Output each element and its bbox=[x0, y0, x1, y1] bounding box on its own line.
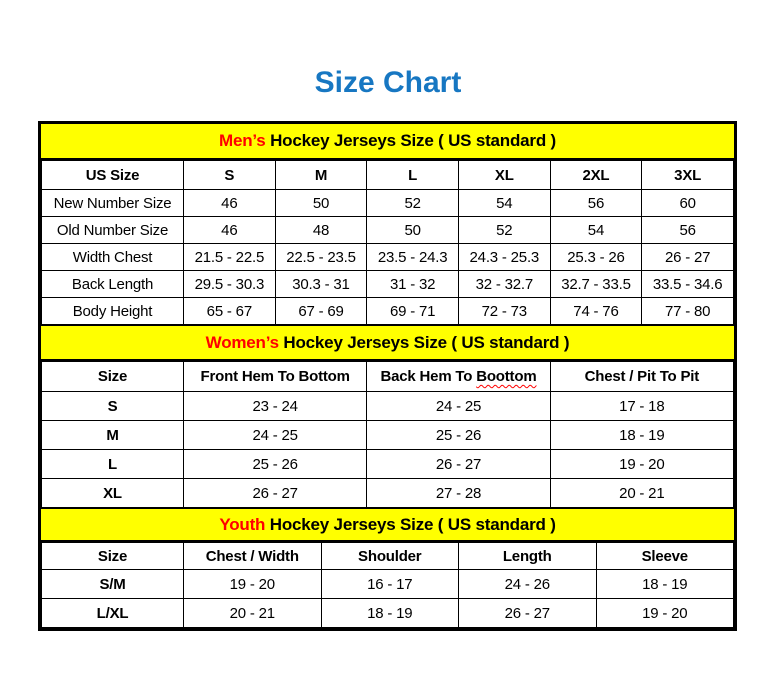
row-label: Body Height bbox=[42, 298, 184, 325]
table-row bbox=[42, 479, 734, 508]
size-chart-tables bbox=[38, 121, 737, 631]
data-cell: 24 - 26 bbox=[459, 570, 597, 599]
table-row bbox=[42, 570, 734, 599]
header-cell: Size bbox=[42, 362, 184, 392]
data-cell: 32.7 - 33.5 bbox=[550, 271, 642, 298]
data-cell: 24.3 - 25.3 bbox=[458, 244, 550, 271]
banner-highlight-youth: Youth bbox=[219, 515, 266, 534]
table-row bbox=[42, 271, 734, 298]
data-cell: 56 bbox=[642, 217, 734, 244]
header-cell: Chest / Pit To Pit bbox=[550, 362, 733, 392]
data-cell: 33.5 - 34.6 bbox=[642, 271, 734, 298]
data-cell: 19 - 20 bbox=[596, 599, 734, 628]
table-row bbox=[42, 421, 734, 450]
data-cell: 26 - 27 bbox=[184, 479, 367, 508]
data-cell: 74 - 76 bbox=[550, 298, 642, 325]
header-cell: L bbox=[367, 161, 459, 190]
header-cell: 3XL bbox=[642, 161, 734, 190]
row-label: M bbox=[42, 421, 184, 450]
data-cell: 26 - 27 bbox=[642, 244, 734, 271]
header-cell: M bbox=[275, 161, 367, 190]
data-cell: 26 - 27 bbox=[367, 450, 550, 479]
data-cell: 46 bbox=[184, 217, 276, 244]
data-cell: 21.5 - 22.5 bbox=[184, 244, 276, 271]
table-youth bbox=[41, 542, 734, 628]
header-cell: 2XL bbox=[550, 161, 642, 190]
table-row bbox=[42, 599, 734, 628]
data-cell: 24 - 25 bbox=[367, 392, 550, 421]
table-row bbox=[42, 392, 734, 421]
data-cell: 67 - 69 bbox=[275, 298, 367, 325]
header-cell: XL bbox=[458, 161, 550, 190]
table-womens bbox=[41, 361, 734, 508]
data-cell: 20 - 21 bbox=[184, 599, 322, 628]
data-cell: 18 - 19 bbox=[550, 421, 733, 450]
banner-highlight-womens: Women’s bbox=[205, 333, 279, 352]
row-label: Width Chest bbox=[42, 244, 184, 271]
data-cell: 16 - 17 bbox=[321, 570, 459, 599]
header-cell: Back Hem To Boottom bbox=[367, 362, 550, 392]
data-cell: 50 bbox=[367, 217, 459, 244]
data-cell: 25 - 26 bbox=[367, 421, 550, 450]
section-banner-youth bbox=[41, 508, 734, 542]
row-label: S/M bbox=[42, 570, 184, 599]
data-cell: 24 - 25 bbox=[184, 421, 367, 450]
table-row bbox=[42, 450, 734, 479]
header-cell: Front Hem To Bottom bbox=[184, 362, 367, 392]
header-cell: Length bbox=[459, 543, 597, 570]
misspelled-word: Boottom bbox=[476, 368, 537, 385]
header-cell: Shoulder bbox=[321, 543, 459, 570]
row-label: Back Length bbox=[42, 271, 184, 298]
data-cell: 50 bbox=[275, 190, 367, 217]
banner-text-youth: Hockey Jerseys Size ( US standard ) bbox=[265, 515, 556, 534]
data-cell: 48 bbox=[275, 217, 367, 244]
data-cell: 25 - 26 bbox=[184, 450, 367, 479]
table-row bbox=[42, 244, 734, 271]
data-cell: 19 - 20 bbox=[550, 450, 733, 479]
data-cell: 65 - 67 bbox=[184, 298, 276, 325]
data-cell: 31 - 32 bbox=[367, 271, 459, 298]
data-cell: 22.5 - 23.5 bbox=[275, 244, 367, 271]
header-cell: Sleeve bbox=[596, 543, 734, 570]
row-label: New Number Size bbox=[42, 190, 184, 217]
page-title: Size Chart bbox=[314, 66, 462, 99]
header-cell: US Size bbox=[42, 161, 184, 190]
row-label: S bbox=[42, 392, 184, 421]
data-cell: 32 - 32.7 bbox=[458, 271, 550, 298]
section-womens bbox=[41, 325, 734, 508]
row-label: Old Number Size bbox=[42, 217, 184, 244]
data-cell: 52 bbox=[367, 190, 459, 217]
data-cell: 52 bbox=[458, 217, 550, 244]
data-cell: 29.5 - 30.3 bbox=[184, 271, 276, 298]
data-cell: 56 bbox=[550, 190, 642, 217]
table-row bbox=[42, 217, 734, 244]
banner-text-mens: Hockey Jerseys Size ( US standard ) bbox=[265, 131, 556, 150]
data-cell: 27 - 28 bbox=[367, 479, 550, 508]
section-banner-mens bbox=[41, 124, 734, 160]
section-youth bbox=[41, 508, 734, 628]
data-cell: 72 - 73 bbox=[458, 298, 550, 325]
data-cell: 18 - 19 bbox=[596, 570, 734, 599]
data-cell: 30.3 - 31 bbox=[275, 271, 367, 298]
header-row bbox=[42, 362, 734, 392]
data-cell: 54 bbox=[458, 190, 550, 217]
data-cell: 60 bbox=[642, 190, 734, 217]
table-mens bbox=[41, 160, 734, 325]
row-label: L bbox=[42, 450, 184, 479]
data-cell: 17 - 18 bbox=[550, 392, 733, 421]
data-cell: 25.3 - 26 bbox=[550, 244, 642, 271]
table-row bbox=[42, 298, 734, 325]
banner-text-womens: Hockey Jerseys Size ( US standard ) bbox=[278, 333, 570, 352]
data-cell: 20 - 21 bbox=[550, 479, 733, 508]
data-cell: 19 - 20 bbox=[184, 570, 322, 599]
header-cell: Size bbox=[42, 543, 184, 570]
table-row bbox=[42, 190, 734, 217]
data-cell: 18 - 19 bbox=[321, 599, 459, 628]
data-cell: 46 bbox=[184, 190, 276, 217]
row-label: L/XL bbox=[42, 599, 184, 628]
data-cell: 26 - 27 bbox=[459, 599, 597, 628]
data-cell: 54 bbox=[550, 217, 642, 244]
header-row bbox=[42, 543, 734, 570]
header-row bbox=[42, 161, 734, 190]
header-cell: Chest / Width bbox=[184, 543, 322, 570]
data-cell: 69 - 71 bbox=[367, 298, 459, 325]
section-banner-womens bbox=[41, 325, 734, 361]
section-mens bbox=[41, 124, 734, 325]
data-cell: 23.5 - 24.3 bbox=[367, 244, 459, 271]
data-cell: 23 - 24 bbox=[184, 392, 367, 421]
row-label: XL bbox=[42, 479, 184, 508]
header-cell: S bbox=[184, 161, 276, 190]
banner-highlight-mens: Men’s bbox=[219, 131, 266, 150]
data-cell: 77 - 80 bbox=[642, 298, 734, 325]
